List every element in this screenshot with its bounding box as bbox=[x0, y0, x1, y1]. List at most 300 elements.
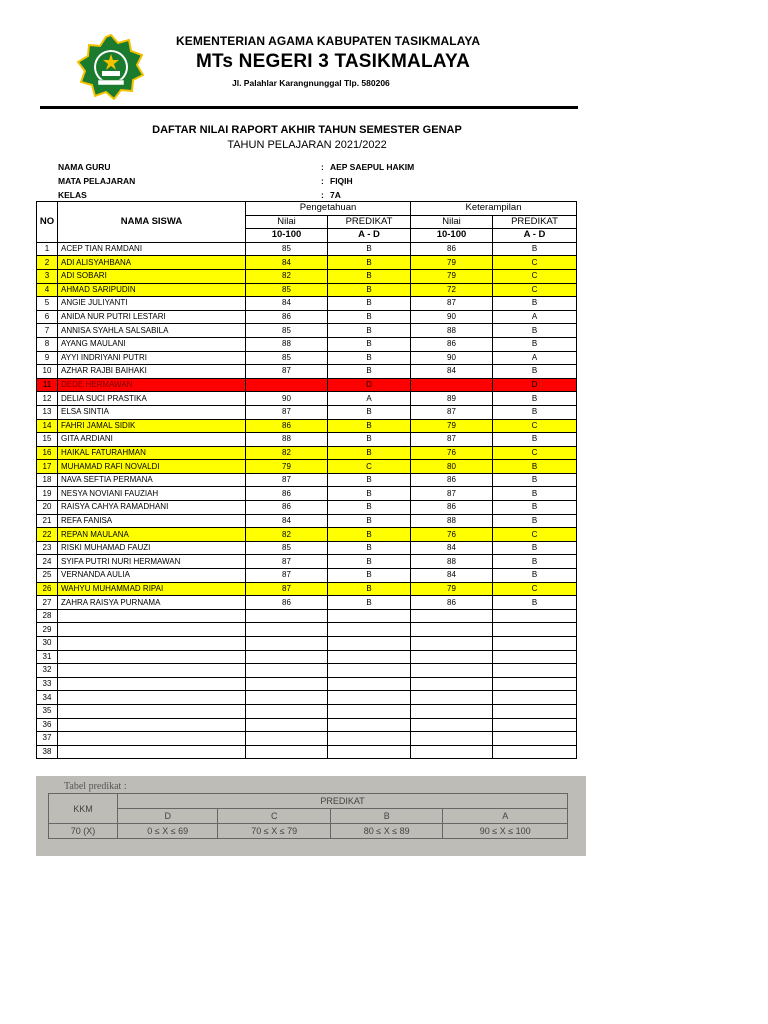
row-number: 4 bbox=[37, 283, 58, 297]
header-grade-range: A - D bbox=[328, 229, 411, 243]
student-name bbox=[58, 732, 246, 746]
student-name: AHMAD SARIPUDIN bbox=[58, 283, 246, 297]
keterampilan-score: 86 bbox=[411, 337, 493, 351]
student-name: HAIKAL FATURAHMAN bbox=[58, 446, 246, 460]
row-number: 5 bbox=[37, 297, 58, 311]
student-name: RISKI MUHAMAD FAUZI bbox=[58, 541, 246, 555]
table-row bbox=[37, 528, 577, 542]
student-name: DEDE HERMAWAN bbox=[58, 378, 246, 392]
pengetahuan-predikat: B bbox=[328, 473, 411, 487]
keterampilan-score: 79 bbox=[411, 269, 493, 283]
pengetahuan-predikat: B bbox=[328, 297, 411, 311]
pengetahuan-predikat: A bbox=[328, 392, 411, 406]
keterampilan-predikat: B bbox=[493, 514, 577, 528]
student-name bbox=[58, 650, 246, 664]
keterampilan-predikat: B bbox=[493, 473, 577, 487]
keterampilan-predikat: C bbox=[493, 269, 577, 283]
info-label: MATA PELAJARAN bbox=[58, 176, 136, 186]
table-row bbox=[37, 704, 577, 718]
pengetahuan-score: 85 bbox=[246, 242, 328, 256]
grade-b: B bbox=[330, 809, 442, 824]
row-number: 25 bbox=[37, 569, 58, 583]
row-number: 16 bbox=[37, 446, 58, 460]
row-number: 10 bbox=[37, 365, 58, 379]
pengetahuan-score: 87 bbox=[246, 405, 328, 419]
table-row bbox=[37, 487, 577, 501]
pengetahuan-score bbox=[246, 677, 328, 691]
grade-a: A bbox=[443, 809, 568, 824]
header-student-name: NAMA SISWA bbox=[58, 202, 246, 243]
info-row-subject: MATA PELAJARAN : FIQIH bbox=[58, 176, 353, 186]
keterampilan-predikat: B bbox=[493, 365, 577, 379]
keterampilan-score: 90 bbox=[411, 310, 493, 324]
table-row bbox=[37, 541, 577, 555]
keterampilan-predikat bbox=[493, 704, 577, 718]
pengetahuan-predikat: D bbox=[328, 378, 411, 392]
row-number: 14 bbox=[37, 419, 58, 433]
predikat-table-photo bbox=[36, 776, 586, 856]
student-name: MUHAMAD RAFI NOVALDI bbox=[58, 460, 246, 474]
row-number: 34 bbox=[37, 691, 58, 705]
keterampilan-score: 79 bbox=[411, 256, 493, 270]
row-number: 36 bbox=[37, 718, 58, 732]
pengetahuan-predikat bbox=[328, 677, 411, 691]
pengetahuan-score: 90 bbox=[246, 392, 328, 406]
keterampilan-score: 79 bbox=[411, 419, 493, 433]
pengetahuan-predikat: B bbox=[328, 446, 411, 460]
table-row bbox=[37, 433, 577, 447]
row-number: 1 bbox=[37, 242, 58, 256]
keterampilan-score: 84 bbox=[411, 569, 493, 583]
student-name bbox=[58, 691, 246, 705]
keterampilan-score bbox=[411, 718, 493, 732]
row-number: 33 bbox=[37, 677, 58, 691]
predikat-caption: Tabel predikat : bbox=[64, 781, 127, 792]
row-number: 17 bbox=[37, 460, 58, 474]
keterampilan-predikat: B bbox=[493, 555, 577, 569]
keterampilan-predikat: C bbox=[493, 419, 577, 433]
pengetahuan-predikat: B bbox=[328, 433, 411, 447]
grade-d: D bbox=[118, 809, 218, 824]
keterampilan-score: 87 bbox=[411, 487, 493, 501]
pengetahuan-predikat bbox=[328, 691, 411, 705]
pengetahuan-predikat: B bbox=[328, 419, 411, 433]
pengetahuan-score bbox=[246, 718, 328, 732]
student-name bbox=[58, 704, 246, 718]
pengetahuan-predikat bbox=[328, 664, 411, 678]
row-number: 32 bbox=[37, 664, 58, 678]
table-row bbox=[37, 365, 577, 379]
pengetahuan-predikat bbox=[328, 704, 411, 718]
student-name: VERNANDA AULIA bbox=[58, 569, 246, 583]
pengetahuan-predikat bbox=[328, 718, 411, 732]
pengetahuan-score: 87 bbox=[246, 473, 328, 487]
header-predikat: PREDIKAT bbox=[328, 215, 411, 229]
keterampilan-predikat bbox=[493, 691, 577, 705]
header-divider bbox=[40, 106, 578, 109]
pengetahuan-predikat bbox=[328, 650, 411, 664]
range-a: 90 ≤ X ≤ 100 bbox=[443, 824, 568, 839]
keterampilan-score: 86 bbox=[411, 473, 493, 487]
student-name: AYYI INDRIYANI PUTRI bbox=[58, 351, 246, 365]
pengetahuan-predikat bbox=[328, 637, 411, 651]
predikat-header: PREDIKAT bbox=[118, 794, 568, 809]
keterampilan-score bbox=[411, 378, 493, 392]
row-number: 26 bbox=[37, 582, 58, 596]
keterampilan-score: 89 bbox=[411, 392, 493, 406]
table-row bbox=[37, 691, 577, 705]
pengetahuan-score: 86 bbox=[246, 419, 328, 433]
student-name: ANNISA SYAHLA SALSABILA bbox=[58, 324, 246, 338]
pengetahuan-score bbox=[246, 650, 328, 664]
keterampilan-score bbox=[411, 637, 493, 651]
pengetahuan-score: 86 bbox=[246, 310, 328, 324]
header-no: NO bbox=[37, 202, 58, 243]
pengetahuan-predikat: B bbox=[328, 324, 411, 338]
pengetahuan-predikat bbox=[328, 732, 411, 746]
header-predikat: PREDIKAT bbox=[493, 215, 577, 229]
pengetahuan-score: 88 bbox=[246, 433, 328, 447]
keterampilan-predikat: C bbox=[493, 528, 577, 542]
pengetahuan-score: 86 bbox=[246, 501, 328, 515]
class-info bbox=[58, 162, 478, 204]
student-name bbox=[58, 718, 246, 732]
pengetahuan-score: 79 bbox=[246, 460, 328, 474]
keterampilan-score: 88 bbox=[411, 555, 493, 569]
ministry-logo-icon bbox=[76, 34, 146, 100]
keterampilan-predikat bbox=[493, 623, 577, 637]
student-name: SYIFA PUTRI NURI HERMAWAN bbox=[58, 555, 246, 569]
pengetahuan-predikat: B bbox=[328, 569, 411, 583]
student-name: AZHAR RAJBI BAIHAKI bbox=[58, 365, 246, 379]
keterampilan-score bbox=[411, 745, 493, 759]
table-row bbox=[37, 718, 577, 732]
student-name: AYANG MAULANI bbox=[58, 337, 246, 351]
student-name: NESYA NOVIANI FAUZIAH bbox=[58, 487, 246, 501]
keterampilan-predikat: B bbox=[493, 405, 577, 419]
keterampilan-score: 86 bbox=[411, 242, 493, 256]
keterampilan-predikat: C bbox=[493, 256, 577, 270]
pengetahuan-score bbox=[246, 623, 328, 637]
pengetahuan-score bbox=[246, 637, 328, 651]
pengetahuan-score bbox=[246, 378, 328, 392]
keterampilan-score bbox=[411, 704, 493, 718]
keterampilan-score: 86 bbox=[411, 501, 493, 515]
pengetahuan-predikat: B bbox=[328, 528, 411, 542]
grades-table bbox=[36, 201, 577, 759]
keterampilan-predikat bbox=[493, 650, 577, 664]
keterampilan-score bbox=[411, 691, 493, 705]
pengetahuan-score: 86 bbox=[246, 487, 328, 501]
table-row bbox=[37, 310, 577, 324]
pengetahuan-predikat bbox=[328, 745, 411, 759]
keterampilan-score: 72 bbox=[411, 283, 493, 297]
pengetahuan-predikat: B bbox=[328, 269, 411, 283]
keterampilan-predikat: B bbox=[493, 242, 577, 256]
keterampilan-score: 87 bbox=[411, 297, 493, 311]
pengetahuan-score bbox=[246, 664, 328, 678]
pengetahuan-score: 88 bbox=[246, 337, 328, 351]
keterampilan-predikat: B bbox=[493, 392, 577, 406]
pengetahuan-score: 86 bbox=[246, 596, 328, 610]
pengetahuan-predikat: B bbox=[328, 351, 411, 365]
table-row bbox=[37, 677, 577, 691]
student-name: ADI SOBARI bbox=[58, 269, 246, 283]
pengetahuan-score bbox=[246, 745, 328, 759]
row-number: 21 bbox=[37, 514, 58, 528]
row-number: 8 bbox=[37, 337, 58, 351]
info-value: 7A bbox=[330, 190, 341, 200]
pengetahuan-predikat bbox=[328, 609, 411, 623]
pengetahuan-predikat: B bbox=[328, 555, 411, 569]
table-row bbox=[37, 392, 577, 406]
pengetahuan-predikat: C bbox=[328, 460, 411, 474]
keterampilan-score bbox=[411, 623, 493, 637]
keterampilan-predikat: B bbox=[493, 596, 577, 610]
header-range: 10-100 bbox=[411, 229, 493, 243]
row-number: 2 bbox=[37, 256, 58, 270]
table-row bbox=[37, 473, 577, 487]
pengetahuan-score: 87 bbox=[246, 582, 328, 596]
student-name: ANGIE JULIYANTI bbox=[58, 297, 246, 311]
pengetahuan-predikat: B bbox=[328, 256, 411, 270]
school-name: MTs NEGERI 3 TASIKMALAYA bbox=[196, 51, 471, 72]
table-row bbox=[37, 514, 577, 528]
academic-year: TAHUN PELAJARAN 2021/2022 bbox=[227, 139, 387, 151]
grades-body bbox=[37, 242, 577, 759]
pengetahuan-predikat: B bbox=[328, 242, 411, 256]
letterhead bbox=[0, 0, 768, 110]
pengetahuan-score: 85 bbox=[246, 324, 328, 338]
keterampilan-predikat: B bbox=[493, 324, 577, 338]
pengetahuan-predikat: B bbox=[328, 365, 411, 379]
row-number: 19 bbox=[37, 487, 58, 501]
header-nilai: Nilai bbox=[411, 215, 493, 229]
table-row bbox=[37, 297, 577, 311]
table-row bbox=[37, 242, 577, 256]
table-row bbox=[37, 623, 577, 637]
table-row bbox=[37, 569, 577, 583]
pengetahuan-score: 87 bbox=[246, 365, 328, 379]
keterampilan-predikat: B bbox=[493, 337, 577, 351]
info-value: AEP SAEPUL HAKIM bbox=[330, 162, 415, 172]
table-row bbox=[37, 664, 577, 678]
pengetahuan-score: 85 bbox=[246, 283, 328, 297]
keterampilan-score bbox=[411, 609, 493, 623]
pengetahuan-predikat bbox=[328, 623, 411, 637]
pengetahuan-score bbox=[246, 609, 328, 623]
info-value: FIQIH bbox=[330, 176, 353, 186]
row-number: 20 bbox=[37, 501, 58, 515]
row-number: 11 bbox=[37, 378, 58, 392]
keterampilan-score: 86 bbox=[411, 596, 493, 610]
keterampilan-predikat: B bbox=[493, 501, 577, 515]
pengetahuan-score: 87 bbox=[246, 555, 328, 569]
keterampilan-predikat bbox=[493, 609, 577, 623]
table-row bbox=[37, 637, 577, 651]
pengetahuan-predikat: B bbox=[328, 596, 411, 610]
info-row-class: KELAS : 7A bbox=[58, 190, 341, 200]
pengetahuan-score bbox=[246, 732, 328, 746]
table-row bbox=[37, 256, 577, 270]
student-name: FAHRI JAMAL SIDIK bbox=[58, 419, 246, 433]
row-number: 37 bbox=[37, 732, 58, 746]
table-row bbox=[37, 405, 577, 419]
keterampilan-score: 88 bbox=[411, 514, 493, 528]
pengetahuan-predikat: B bbox=[328, 310, 411, 324]
table-row bbox=[37, 324, 577, 338]
row-number: 35 bbox=[37, 704, 58, 718]
pengetahuan-score: 82 bbox=[246, 528, 328, 542]
ministry-name: KEMENTERIAN AGAMA KABUPATEN TASIKMALAYA bbox=[176, 34, 481, 48]
keterampilan-score: 76 bbox=[411, 528, 493, 542]
keterampilan-predikat: B bbox=[493, 487, 577, 501]
row-number: 38 bbox=[37, 745, 58, 759]
student-name bbox=[58, 637, 246, 651]
keterampilan-predikat bbox=[493, 718, 577, 732]
keterampilan-score bbox=[411, 677, 493, 691]
kkm-value: 70 (X) bbox=[49, 824, 118, 839]
range-d: 0 ≤ X ≤ 69 bbox=[118, 824, 218, 839]
student-name bbox=[58, 623, 246, 637]
header-pengetahuan: Pengetahuan bbox=[246, 202, 411, 216]
table-row bbox=[37, 501, 577, 515]
info-label: KELAS bbox=[58, 190, 87, 200]
pengetahuan-score: 87 bbox=[246, 569, 328, 583]
student-name: REFA FANISA bbox=[58, 514, 246, 528]
school-address: Jl. Palahlar Karangnunggal Tlp. 580206 bbox=[232, 78, 390, 88]
pengetahuan-score: 84 bbox=[246, 514, 328, 528]
student-name: ANIDA NUR PUTRI LESTARI bbox=[58, 310, 246, 324]
pengetahuan-score: 85 bbox=[246, 541, 328, 555]
keterampilan-predikat: A bbox=[493, 310, 577, 324]
keterampilan-score: 76 bbox=[411, 446, 493, 460]
keterampilan-predikat: C bbox=[493, 283, 577, 297]
range-b: 80 ≤ X ≤ 89 bbox=[330, 824, 442, 839]
keterampilan-score: 87 bbox=[411, 405, 493, 419]
keterampilan-score: 84 bbox=[411, 365, 493, 379]
keterampilan-predikat: C bbox=[493, 582, 577, 596]
keterampilan-predikat: C bbox=[493, 446, 577, 460]
student-name bbox=[58, 677, 246, 691]
keterampilan-score bbox=[411, 732, 493, 746]
table-row bbox=[37, 582, 577, 596]
pengetahuan-predikat: B bbox=[328, 487, 411, 501]
keterampilan-predikat bbox=[493, 637, 577, 651]
keterampilan-predikat: B bbox=[493, 569, 577, 583]
header-grade-range: A - D bbox=[493, 229, 577, 243]
keterampilan-score: 90 bbox=[411, 351, 493, 365]
student-name: REPAN MAULANA bbox=[58, 528, 246, 542]
pengetahuan-predikat: B bbox=[328, 541, 411, 555]
row-number: 24 bbox=[37, 555, 58, 569]
keterampilan-predikat: B bbox=[493, 541, 577, 555]
table-row bbox=[37, 596, 577, 610]
student-name bbox=[58, 745, 246, 759]
pengetahuan-predikat: B bbox=[328, 514, 411, 528]
keterampilan-predikat: B bbox=[493, 433, 577, 447]
keterampilan-score: 80 bbox=[411, 460, 493, 474]
student-name: GITA ARDIANI bbox=[58, 433, 246, 447]
keterampilan-predikat bbox=[493, 664, 577, 678]
row-number: 7 bbox=[37, 324, 58, 338]
table-row bbox=[37, 745, 577, 759]
keterampilan-score: 79 bbox=[411, 582, 493, 596]
header-keterampilan: Keterampilan bbox=[411, 202, 577, 216]
student-name: ADI ALISYAHBANA bbox=[58, 256, 246, 270]
pengetahuan-score bbox=[246, 691, 328, 705]
pengetahuan-score: 82 bbox=[246, 269, 328, 283]
document-title: DAFTAR NILAI RAPORT AKHIR TAHUN SEMESTER GENAP bbox=[152, 124, 462, 136]
keterampilan-predikat bbox=[493, 677, 577, 691]
student-name: WAHYU MUHAMMAD RIPAI bbox=[58, 582, 246, 596]
table-row bbox=[37, 732, 577, 746]
row-number: 3 bbox=[37, 269, 58, 283]
predikat-table bbox=[48, 793, 568, 839]
row-number: 13 bbox=[37, 405, 58, 419]
row-number: 18 bbox=[37, 473, 58, 487]
student-name: DELIA SUCI PRASTIKA bbox=[58, 392, 246, 406]
info-label: NAMA GURU bbox=[58, 162, 111, 172]
keterampilan-score bbox=[411, 650, 493, 664]
keterampilan-predikat bbox=[493, 732, 577, 746]
keterampilan-score: 87 bbox=[411, 433, 493, 447]
row-number: 30 bbox=[37, 637, 58, 651]
student-name: NAVA SEFTIA PERMANA bbox=[58, 473, 246, 487]
range-c: 70 ≤ X ≤ 79 bbox=[218, 824, 330, 839]
student-name bbox=[58, 609, 246, 623]
pengetahuan-score: 85 bbox=[246, 351, 328, 365]
keterampilan-score bbox=[411, 664, 493, 678]
header-nilai: Nilai bbox=[246, 215, 328, 229]
keterampilan-predikat: B bbox=[493, 460, 577, 474]
table-row bbox=[37, 337, 577, 351]
table-row bbox=[37, 419, 577, 433]
student-name: ZAHRA RAISYA PURNAMA bbox=[58, 596, 246, 610]
student-name bbox=[58, 664, 246, 678]
header-range: 10-100 bbox=[246, 229, 328, 243]
pengetahuan-score: 84 bbox=[246, 297, 328, 311]
keterampilan-score: 84 bbox=[411, 541, 493, 555]
row-number: 23 bbox=[37, 541, 58, 555]
pengetahuan-predikat: B bbox=[328, 283, 411, 297]
table-row bbox=[37, 460, 577, 474]
row-number: 15 bbox=[37, 433, 58, 447]
row-number: 31 bbox=[37, 650, 58, 664]
pengetahuan-score: 82 bbox=[246, 446, 328, 460]
row-number: 6 bbox=[37, 310, 58, 324]
keterampilan-predikat: A bbox=[493, 351, 577, 365]
row-number: 27 bbox=[37, 596, 58, 610]
row-number: 9 bbox=[37, 351, 58, 365]
student-name: ACEP TIAN RAMDANI bbox=[58, 242, 246, 256]
pengetahuan-predikat: B bbox=[328, 337, 411, 351]
student-name: ELSA SINTIA bbox=[58, 405, 246, 419]
keterampilan-score: 88 bbox=[411, 324, 493, 338]
student-name: RAISYA CAHYA RAMADHANI bbox=[58, 501, 246, 515]
keterampilan-predikat: D bbox=[493, 378, 577, 392]
table-row bbox=[37, 555, 577, 569]
row-number: 29 bbox=[37, 623, 58, 637]
pengetahuan-predikat: B bbox=[328, 405, 411, 419]
row-number: 28 bbox=[37, 609, 58, 623]
keterampilan-predikat: B bbox=[493, 297, 577, 311]
pengetahuan-score bbox=[246, 704, 328, 718]
grade-c: C bbox=[218, 809, 330, 824]
table-row bbox=[37, 351, 577, 365]
table-row bbox=[37, 609, 577, 623]
table-row bbox=[37, 269, 577, 283]
